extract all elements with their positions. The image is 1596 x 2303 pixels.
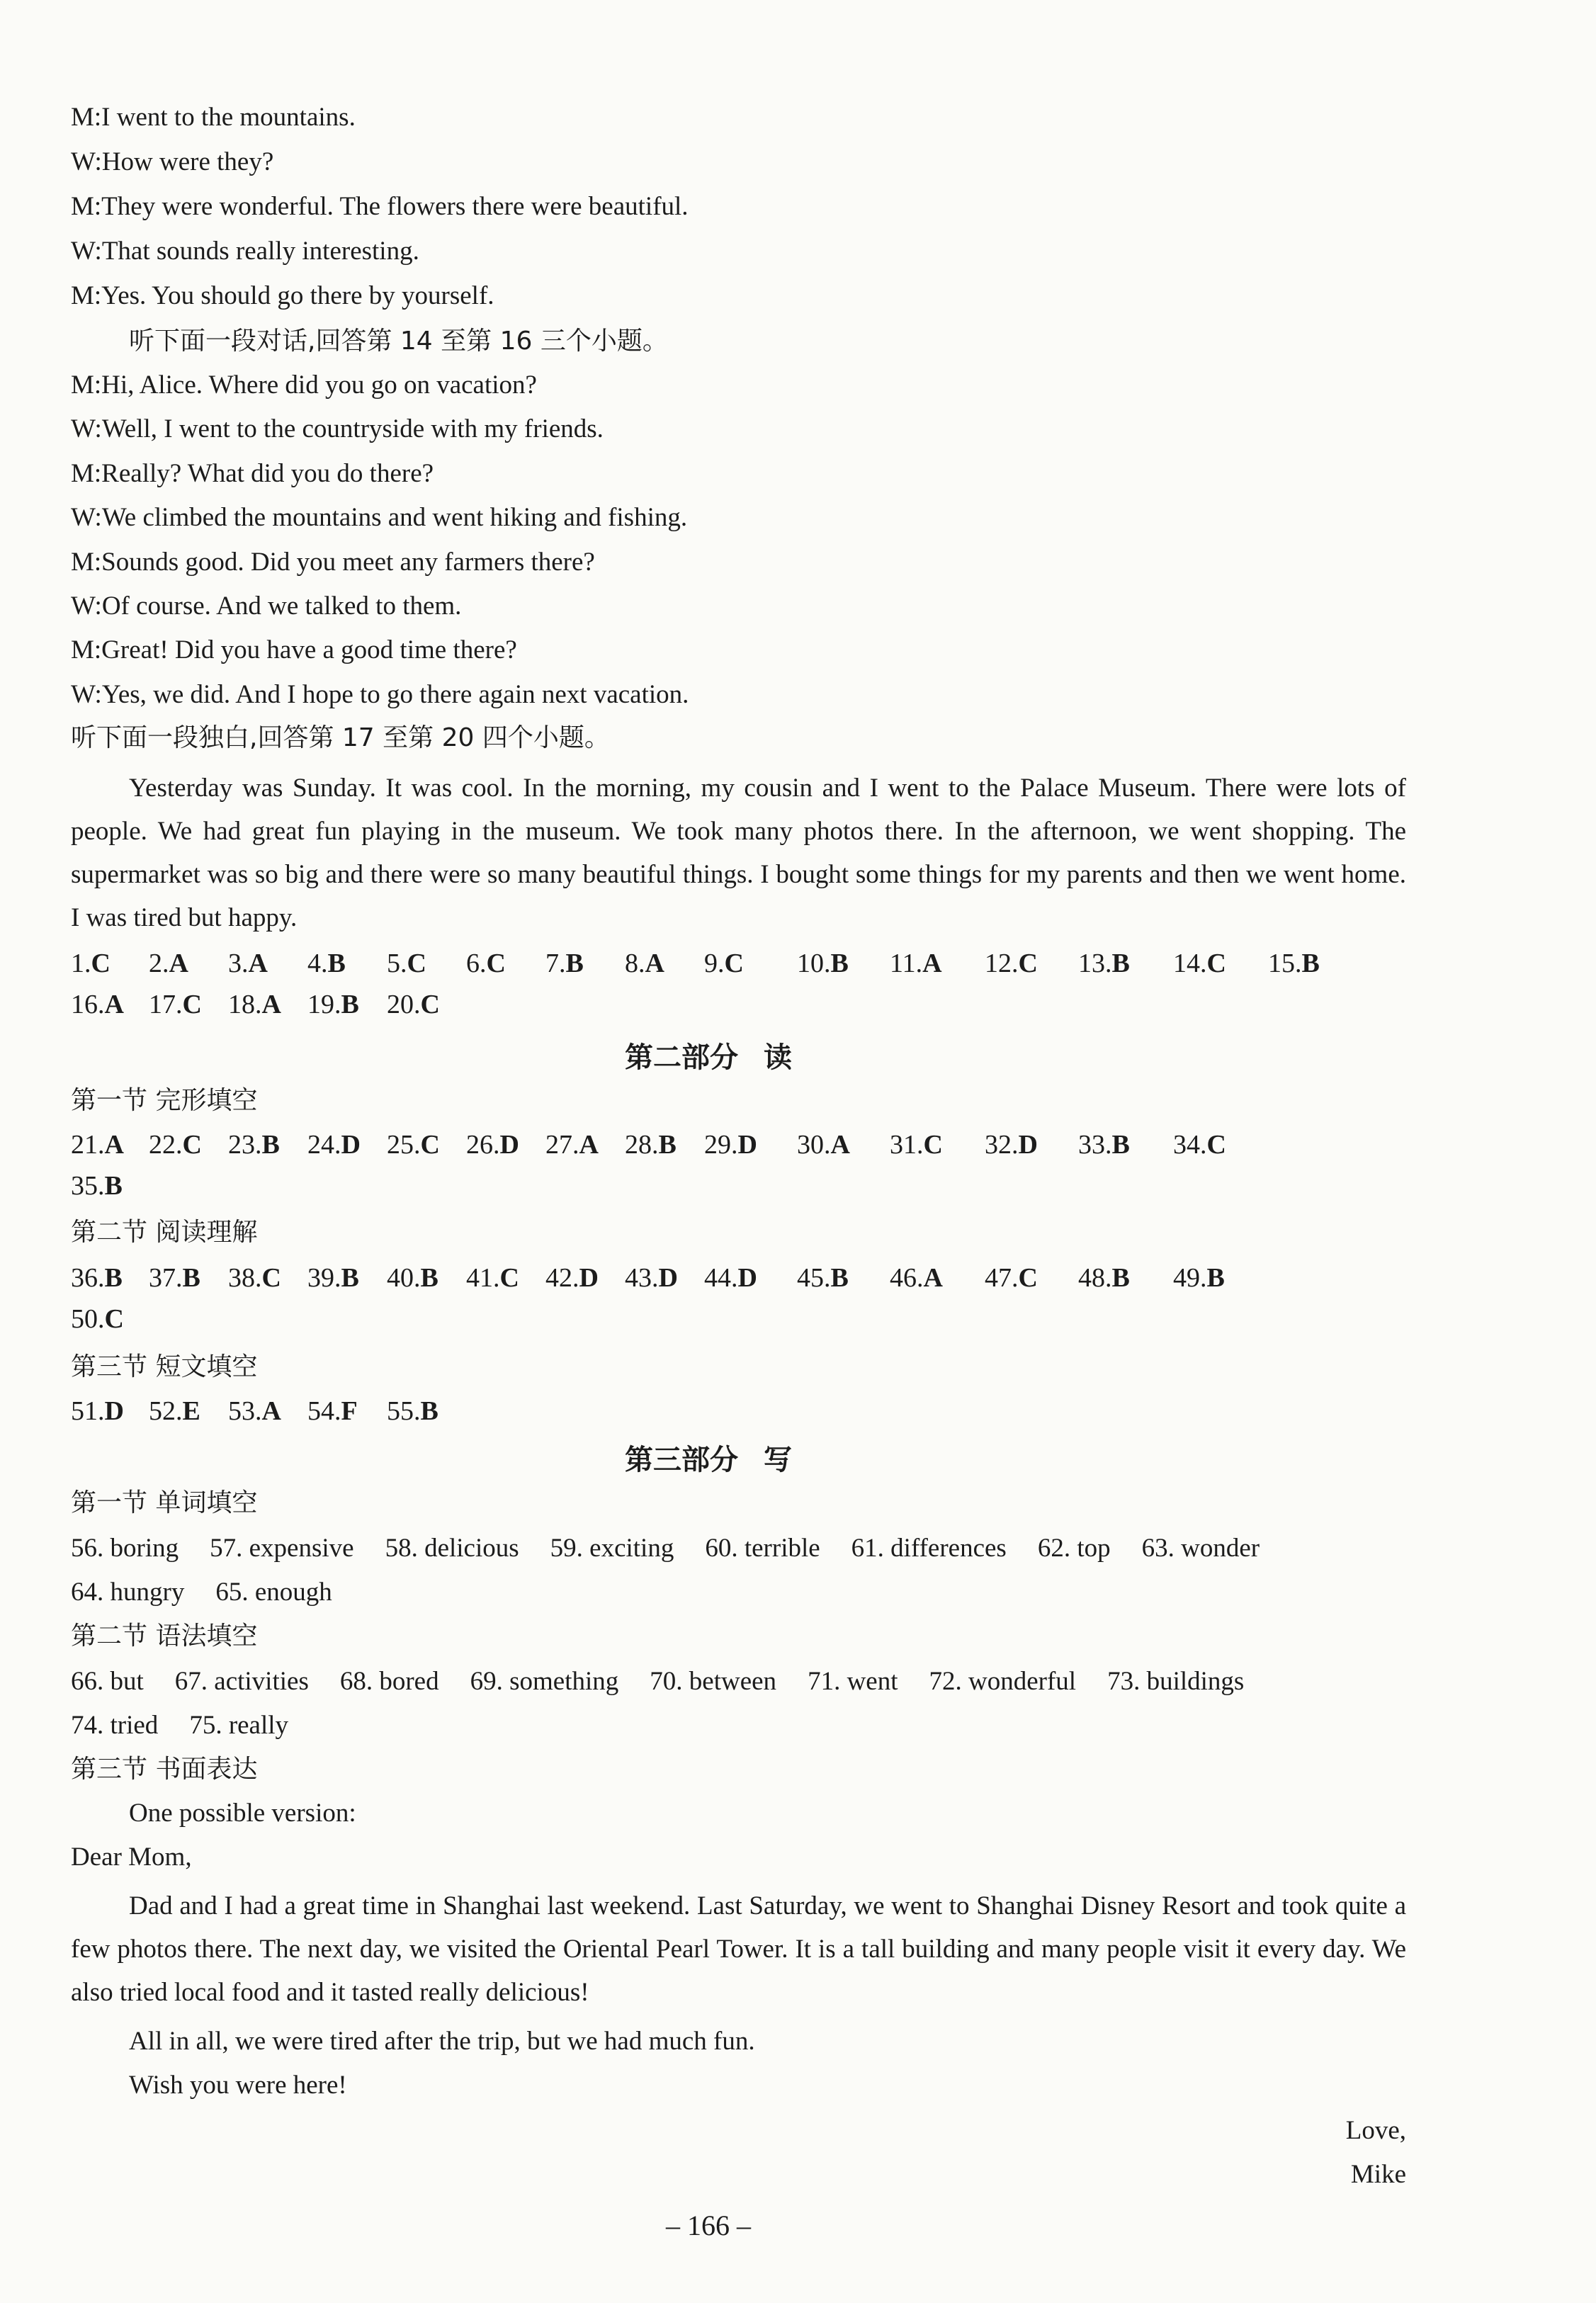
answer-number: 43.	[625, 1263, 659, 1293]
essay-intro: One possible version:	[129, 1799, 356, 1828]
answer-item	[307, 946, 346, 980]
answer-letter: B	[341, 990, 359, 1019]
answer-item	[1173, 1261, 1225, 1295]
answer-item	[387, 946, 426, 980]
answers-section-passage-fill	[71, 1394, 1417, 1430]
answer-number: 25.	[387, 1130, 421, 1160]
word-answer: 70. between	[650, 1667, 777, 1696]
answer-item	[228, 1261, 281, 1295]
answer-item	[466, 946, 506, 980]
answer-letter: C	[261, 1263, 281, 1293]
answer-number: 16.	[71, 990, 105, 1019]
answer-number: 51.	[71, 1396, 105, 1426]
answer-number: 27.	[545, 1130, 579, 1160]
answer-number: 1.	[71, 949, 91, 978]
answer-number: 14.	[1173, 949, 1207, 978]
answer-letter: C	[486, 949, 506, 978]
answer-number: 4.	[307, 949, 328, 978]
answer-item	[228, 1128, 280, 1162]
answer-item	[71, 1394, 124, 1428]
answer-number: 9.	[704, 949, 725, 978]
answer-item	[466, 1261, 519, 1295]
answer-number: 3.	[228, 949, 249, 978]
answer-item	[228, 1394, 281, 1428]
answer-item	[1173, 946, 1226, 980]
answer-number: 11.	[890, 949, 923, 978]
section-heading-grammar-fill: 第二节 语法填空	[71, 1622, 258, 1651]
answer-number: 37.	[149, 1263, 183, 1293]
answer-item	[71, 1302, 124, 1336]
answer-item	[890, 1128, 943, 1162]
answer-letter: B	[565, 949, 584, 978]
dialogue-line: M:Sounds good. Did you meet any farmers there?	[71, 547, 595, 577]
answer-item	[625, 946, 664, 980]
answer-number: 13.	[1078, 949, 1112, 978]
answer-letter: D	[104, 1396, 124, 1426]
answer-number: 15.	[1268, 949, 1302, 978]
answer-number: 54.	[307, 1396, 341, 1426]
answer-letter: B	[830, 1263, 849, 1293]
word-answer: 57. expensive	[210, 1534, 354, 1563]
answer-letter: B	[1206, 1263, 1225, 1293]
answer-number: 39.	[307, 1263, 341, 1293]
essay-greeting: Dear Mom,	[71, 1843, 192, 1872]
answer-item	[307, 1261, 359, 1295]
answer-letter: B	[104, 1263, 123, 1293]
answer-number: 32.	[985, 1130, 1019, 1160]
answer-letter: A	[261, 990, 281, 1019]
dialogue-line: M:Hi, Alice. Where did you go on vacation?	[71, 370, 537, 400]
dialogue-line: M:I went to the mountains.	[71, 103, 356, 132]
answer-letter: D	[499, 1130, 519, 1160]
word-answer: 62. top	[1037, 1534, 1111, 1563]
word-answer: 64. hungry	[71, 1578, 185, 1607]
answer-letter: C	[182, 1130, 202, 1160]
answer-number: 19.	[307, 990, 341, 1019]
answer-number: 33.	[1078, 1130, 1112, 1160]
answer-letter: B	[658, 1130, 677, 1160]
answer-number: 34.	[1173, 1130, 1207, 1160]
answer-number: 2.	[149, 949, 169, 978]
answer-item	[625, 1261, 678, 1295]
section-heading-reading: 第二节 阅读理解	[71, 1218, 258, 1247]
answer-number: 10.	[797, 949, 831, 978]
answer-letter: A	[922, 949, 942, 978]
answer-number: 22.	[149, 1130, 183, 1160]
answer-number: 18.	[228, 990, 262, 1019]
word-answer: 59. exciting	[550, 1534, 674, 1563]
section-heading-passage-fill: 第三节 短文填空	[71, 1352, 258, 1381]
dialogue-line: M:Really? What did you do there?	[71, 458, 434, 488]
word-answer: 75. really	[189, 1711, 289, 1740]
answers-section-reading	[71, 1261, 1417, 1339]
dialogue-line: M:They were wonderful. The flowers there were beautiful.	[71, 192, 689, 221]
answer-number: 40.	[387, 1263, 421, 1293]
answer-item	[71, 946, 111, 980]
answer-number: 55.	[387, 1396, 421, 1426]
answer-letter: B	[420, 1396, 438, 1426]
answer-letter: A	[169, 949, 188, 978]
page-number: – 166 –	[666, 2209, 751, 2241]
answer-number: 44.	[704, 1263, 738, 1293]
answer-letter: B	[1111, 1130, 1130, 1160]
answer-item	[1078, 1261, 1130, 1295]
answer-item	[890, 946, 942, 980]
word-answer: 73. buildings	[1107, 1667, 1245, 1696]
answer-number: 49.	[1173, 1263, 1207, 1293]
word-answer: 67. activities	[174, 1667, 309, 1696]
answer-letter: C	[1018, 949, 1038, 978]
answer-item	[1173, 1128, 1226, 1162]
answer-item	[985, 1261, 1038, 1295]
answer-letter: C	[1018, 1263, 1038, 1293]
answer-item	[704, 946, 744, 980]
answer-letter: C	[1206, 1130, 1226, 1160]
word-answer: 72. wonderful	[929, 1667, 1077, 1696]
word-answer: 68. bored	[339, 1667, 439, 1696]
answer-item	[985, 1128, 1038, 1162]
answer-letter: C	[182, 990, 202, 1019]
answer-letter: D	[658, 1263, 678, 1293]
dialogue-line: W:That sounds really interesting.	[71, 237, 419, 266]
answer-item	[149, 1261, 200, 1295]
answer-letter: C	[420, 1130, 440, 1160]
answer-item	[149, 1394, 200, 1428]
answer-letter: C	[420, 990, 440, 1019]
monologue-text: Yesterday was Sunday. It was cool. In the morning, my cousin and I went to the Palace Museum. There were lots of people. We had great fun playing in the museum. We took many photos there. In the afternoon, we went shopping. The supermarket was so big and there were so many beautiful things. I bought some things for my parents and then we went home. I was tired but happy.	[71, 774, 1406, 932]
answer-number: 23.	[228, 1130, 262, 1160]
answer-letter: B	[1111, 949, 1130, 978]
answer-item	[890, 1261, 943, 1295]
answer-letter: C	[91, 949, 111, 978]
answer-number: 53.	[228, 1396, 262, 1426]
essay-signature: Mike	[1350, 2160, 1406, 2189]
answer-number: 46.	[890, 1263, 924, 1293]
answer-number: 30.	[797, 1130, 831, 1160]
answer-number: 21.	[71, 1130, 105, 1160]
answer-number: 24.	[307, 1130, 341, 1160]
answer-item	[466, 1128, 519, 1162]
instruction-questions-14-16: 听下面一段对话,回答第 14 至第 16 三个小题。	[129, 327, 668, 356]
answer-letter: C	[104, 1304, 124, 1334]
section-heading-writing: 第三节 书面表达	[71, 1755, 258, 1784]
grammar-answers-line1	[71, 1665, 1417, 1699]
answer-item	[71, 1261, 123, 1295]
answer-item	[307, 1128, 361, 1162]
section-heading-cloze: 第一节 完形填空	[71, 1086, 258, 1115]
answer-number: 52.	[149, 1396, 183, 1426]
answer-number: 12.	[985, 949, 1019, 978]
section-heading-word-fill: 第一节 单词填空	[71, 1488, 258, 1517]
answer-number: 28.	[625, 1130, 659, 1160]
answer-item	[625, 1128, 677, 1162]
dialogue-line: W:We climbed the mountains and went hiking and fishing.	[71, 503, 688, 533]
word-answer: 60. terrible	[705, 1534, 820, 1563]
essay-body-3: Wish you were here!	[129, 2071, 347, 2100]
word-answer: 65. enough	[215, 1578, 332, 1607]
answer-item	[797, 1261, 849, 1295]
answers-part1	[71, 946, 1417, 1024]
answer-letter: D	[341, 1130, 361, 1160]
part3-heading: 第三部分 写	[625, 1444, 792, 1476]
answer-item	[307, 1394, 358, 1428]
answer-number: 8.	[625, 949, 645, 978]
word-answer: 56. boring	[71, 1534, 179, 1563]
answer-letter: A	[923, 1263, 943, 1293]
answer-item	[704, 1128, 757, 1162]
answer-letter: F	[341, 1396, 358, 1426]
answer-letter: D	[579, 1263, 599, 1293]
answer-item	[797, 946, 849, 980]
answer-number: 6.	[466, 949, 487, 978]
dialogue-line: M:Great! Did you have a good time there?	[71, 635, 517, 665]
answer-number: 31.	[890, 1130, 924, 1160]
dialogue-line: W:Well, I went to the countryside with my friends.	[71, 414, 604, 444]
answer-item	[71, 1128, 124, 1162]
answer-letter: A	[104, 1130, 124, 1160]
essay-body-2: All in all, we were tired after the trip, but we had much fun.	[129, 2027, 755, 2056]
answer-number: 7.	[545, 949, 566, 978]
answer-number: 48.	[1078, 1263, 1112, 1293]
answer-number: 20.	[387, 990, 421, 1019]
answer-letter: A	[261, 1396, 281, 1426]
essay-body-1: Dad and I had a great time in Shanghai last weekend. Last Saturday, we went to Shanghai Disney Resort and took quite a few photos there. The next day, we visited the Oriental Pearl Tower. It is a tall building and many people visit it every day. We also tried local food and it tasted really delicious!	[71, 1891, 1406, 2007]
answer-item	[704, 1261, 757, 1295]
dialogue-line: W:Of course. And we talked to them.	[71, 592, 462, 621]
answer-number: 29.	[704, 1130, 738, 1160]
dialogue-line: M:Yes. You should go there by yourself.	[71, 281, 494, 310]
answer-number: 41.	[466, 1263, 500, 1293]
answer-item	[387, 988, 440, 1022]
answer-item	[545, 1261, 599, 1295]
answer-number: 42.	[545, 1263, 579, 1293]
answer-letter: C	[407, 949, 426, 978]
answer-letter: E	[182, 1396, 200, 1426]
answer-item	[71, 988, 124, 1022]
answer-letter: B	[104, 1171, 123, 1201]
answer-item	[387, 1394, 438, 1428]
word-answer: 71. went	[808, 1667, 898, 1696]
answer-letter: A	[248, 949, 268, 978]
answer-number: 47.	[985, 1263, 1019, 1293]
answer-item	[387, 1261, 438, 1295]
answer-letter: C	[724, 949, 744, 978]
dialogue-line: W:Yes, we did. And I hope to go there again next vacation.	[71, 679, 689, 709]
answer-item	[545, 1128, 599, 1162]
answer-number: 38.	[228, 1263, 262, 1293]
answer-letter: C	[923, 1130, 943, 1160]
answer-number: 36.	[71, 1263, 105, 1293]
answer-item	[228, 988, 281, 1022]
dialogue-line: W:How were they?	[71, 147, 274, 176]
answer-letter: C	[499, 1263, 519, 1293]
answer-letter: A	[579, 1130, 599, 1160]
part2-heading: 第二部分 读	[625, 1041, 792, 1074]
answer-letter: B	[420, 1263, 438, 1293]
answer-item	[985, 946, 1038, 980]
word-answers-line1	[71, 1532, 1417, 1566]
answer-letter: B	[182, 1263, 200, 1293]
answer-letter: C	[1206, 949, 1226, 978]
answers-section-cloze	[71, 1128, 1417, 1206]
essay-closing: Love,	[1345, 2116, 1406, 2145]
word-answer: 66. but	[71, 1667, 144, 1696]
answer-item	[387, 1128, 440, 1162]
grammar-answers-line2	[71, 1709, 1417, 1743]
answer-letter: D	[737, 1263, 757, 1293]
instruction-questions-17-20: 听下面一段独白,回答第 17 至第 20 四个小题。	[71, 723, 610, 752]
answer-letter: D	[1018, 1130, 1038, 1160]
answer-number: 35.	[71, 1171, 105, 1201]
word-answer: 61. differences	[851, 1534, 1007, 1563]
answer-item	[149, 1128, 202, 1162]
word-answer: 69. something	[470, 1667, 619, 1696]
answer-item	[1268, 946, 1320, 980]
answer-item	[797, 1128, 850, 1162]
answer-item	[149, 946, 188, 980]
answer-number: 26.	[466, 1130, 500, 1160]
word-answer: 58. delicious	[385, 1534, 519, 1563]
word-answer: 74. tried	[71, 1711, 159, 1740]
answer-letter: A	[645, 949, 664, 978]
word-answer: 63. wonder	[1141, 1534, 1260, 1563]
answer-letter: A	[830, 1130, 850, 1160]
answer-letter: D	[737, 1130, 757, 1160]
answer-item	[1078, 946, 1130, 980]
answer-letter: B	[1301, 949, 1320, 978]
word-answers-line2	[71, 1575, 1417, 1609]
answer-number: 45.	[797, 1263, 831, 1293]
answer-item	[228, 946, 268, 980]
answer-number: 17.	[149, 990, 183, 1019]
answer-letter: B	[261, 1130, 280, 1160]
answer-letter: A	[104, 990, 124, 1019]
answer-letter: B	[830, 949, 849, 978]
answer-item	[1078, 1128, 1130, 1162]
answer-item	[307, 988, 359, 1022]
answer-number: 50.	[71, 1304, 105, 1334]
answer-letter: B	[341, 1263, 359, 1293]
answer-item	[71, 1169, 123, 1203]
answer-number: 5.	[387, 949, 407, 978]
answer-letter: B	[327, 949, 346, 978]
answer-item	[149, 988, 202, 1022]
answer-item	[545, 946, 584, 980]
answer-letter: B	[1111, 1263, 1130, 1293]
